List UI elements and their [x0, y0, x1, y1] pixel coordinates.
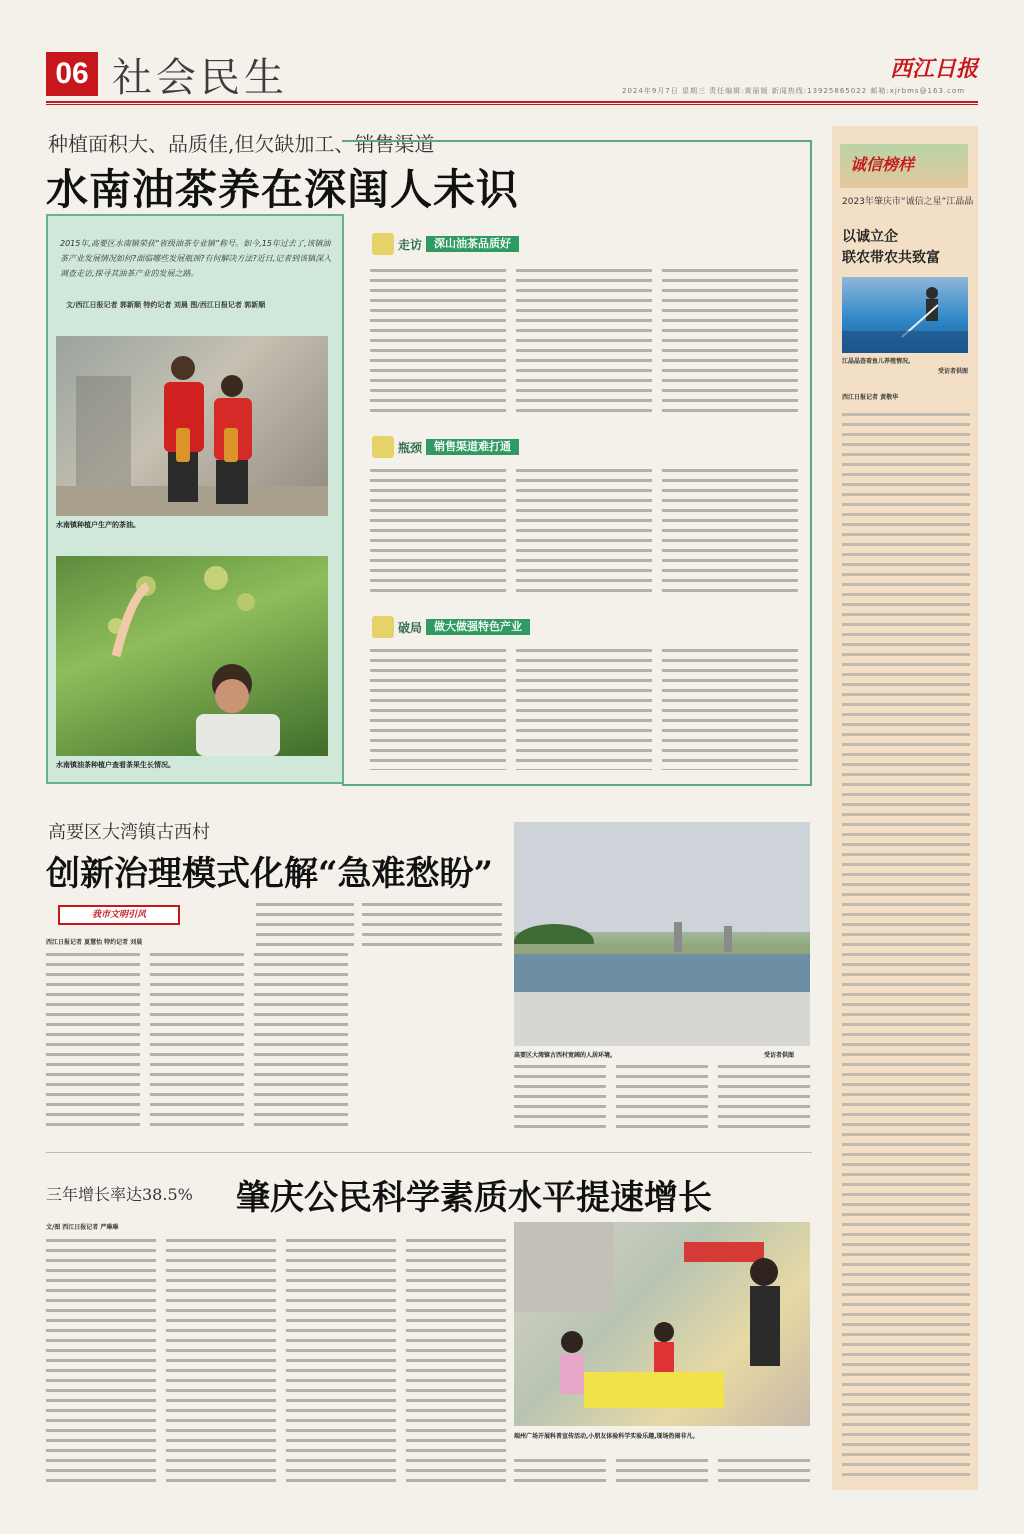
section-label: 走访 — [398, 237, 423, 252]
story2-body-text-columns — [46, 950, 506, 1130]
sidebar-photo-credit: 受访者供图 — [937, 368, 968, 375]
issue-info-line: 2024年9月7日 星期三 责任编辑:黄丽媛 新闻热线:13925865022 邮箱:xjrbms@163.com — [622, 87, 966, 95]
story3-photo-science-activity[interactable] — [514, 1222, 810, 1426]
sidebar-byline: 西江日报记者 黄敬华 — [842, 394, 899, 401]
story1-photo1-caption: 水南镇种植户生产的茶油。 — [56, 521, 140, 529]
story2-headline[interactable]: 创新治理模式化解“急难愁盼” — [46, 854, 494, 894]
section-heading: 销售渠道难打通 — [426, 439, 519, 455]
leaf-badge-icon — [372, 233, 394, 255]
section-title: 社会民生 — [112, 55, 288, 101]
story2-body-text-top — [256, 890, 508, 950]
story3-body-text-columns — [46, 1236, 506, 1486]
sidebar-title-line2[interactable]: 联农带农共致富 — [842, 250, 940, 266]
sidebar-photo-fish-pond[interactable] — [842, 277, 968, 353]
header-rule — [46, 101, 978, 103]
story1-section-visit — [372, 233, 519, 255]
page-number: 06 — [46, 52, 98, 96]
story3-byline: 文/图 西江日报记者 严琳琳 — [46, 1224, 119, 1231]
story2-column-tag: 我市文明引风 — [58, 905, 180, 925]
fish-pond-illustration — [842, 277, 968, 353]
story2-byline: 西江日报记者 夏慧怡 特约记者 刘晨 — [46, 939, 143, 946]
story1-headline[interactable]: 水南油茶养在深闺人未识 — [46, 165, 520, 214]
story1-photo-tea-fruit[interactable] — [56, 556, 328, 756]
science-activity-illustration — [514, 1222, 810, 1426]
sidebar-photo-caption: 江晶晶查看鱼儿养殖情况。 — [842, 358, 915, 365]
story2-photo-credit: 受访者供图 — [764, 1052, 795, 1059]
section-heading: 做大做强特色产业 — [426, 619, 530, 635]
story1-byline: 文/西江日报记者 郭新顺 特约记者 刘晨 图/西江日报记者 郭新顺 — [66, 301, 266, 309]
section-heading: 深山油茶品质好 — [426, 236, 519, 252]
tea-fruit-illustration — [56, 556, 328, 756]
story3-photo-caption: 端州广场开展科普宣传活动,小朋友体验科学实验乐趣,现场热闹非凡。 — [514, 1433, 699, 1440]
story3-kicker: 三年增长率达38.5% — [46, 1185, 193, 1204]
story1-body-text-columns — [370, 266, 806, 776]
header-rule-thin — [46, 104, 978, 105]
sidebar-body-text — [842, 410, 970, 1480]
story3-body-text-bottom — [514, 1456, 810, 1490]
story2-body-text-bottom — [514, 1062, 810, 1132]
story1-kicker: 种植面积大、品质佳,但欠缺加工、销售渠道 — [48, 132, 435, 156]
sidebar-kicker: 2023年肇庆市“诚信之星”江晶晶 — [842, 197, 974, 207]
story2-photo-caption: 高要区大湾镇古西村宽阔的人居环境。 — [514, 1052, 617, 1059]
newspaper-masthead-logo: 西江日报 — [889, 56, 978, 82]
section-label: 破局 — [398, 620, 423, 635]
story1-lead-text: 2015年,高要区水南镇荣获“省级油茶专业镇”称号。如今,15年过去了,该镇油茶产业发展情况如何?面临哪些发展瓶颈?有何解决方法?近日,记者到该镇深入调查走访,探寻其油茶产业的发展之路。 — [60, 239, 332, 278]
sidebar-header-text: 诚信榜样 — [850, 155, 915, 174]
story1-photo-couple[interactable] — [56, 336, 328, 516]
story3-headline[interactable]: 肇庆公民科学素质水平提速增长 — [236, 1178, 712, 1218]
story2-kicker: 高要区大湾镇古西村 — [48, 822, 210, 843]
story2-photo-village[interactable] — [514, 822, 810, 1046]
couple-illustration — [56, 336, 328, 516]
section-label: 瓶颈 — [398, 440, 423, 455]
sidebar-title-line1[interactable]: 以诚立企 — [842, 229, 898, 245]
story1-photo2-caption: 水南镇油茶种植户查看茶果生长情况。 — [56, 761, 175, 769]
section-divider — [46, 1152, 812, 1153]
village-illustration — [514, 822, 810, 1046]
